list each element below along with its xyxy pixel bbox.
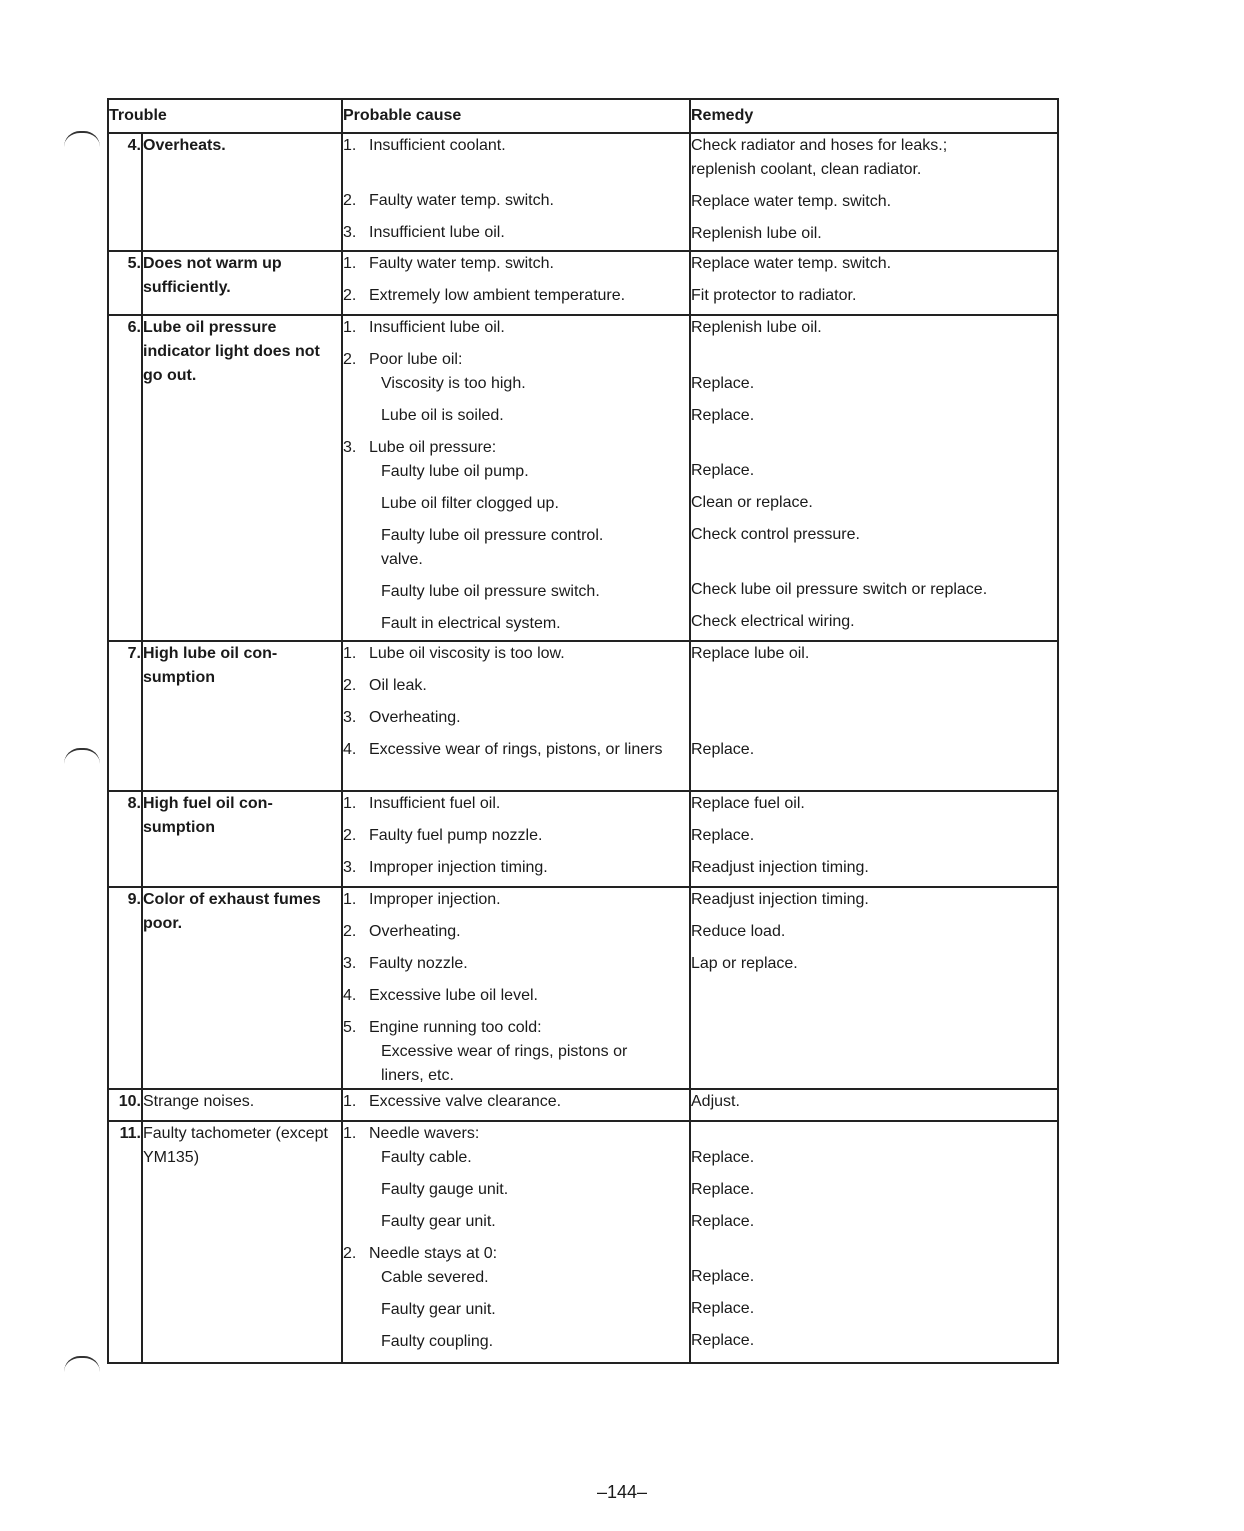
trouble-text: Color of exhaust fumes poor. xyxy=(142,887,342,1089)
cause-text: Needle wavers: xyxy=(369,1125,480,1142)
cause-text: Poor lube oil: xyxy=(369,351,463,368)
cause-text: Overheating. xyxy=(369,709,461,726)
cause-text: Lube oil viscosity is too low. xyxy=(369,645,565,662)
cause-text: Faulty water temp. switch. xyxy=(369,255,554,272)
cause-number: 2. xyxy=(343,287,357,304)
remedy-text: Lap or replace. xyxy=(691,955,798,972)
cause-subitem: Viscosity is too high. xyxy=(381,375,526,392)
remedy-text: Reduce load. xyxy=(691,923,786,940)
table-row xyxy=(108,1089,1058,1121)
cause-subitem: Excessive wear of rings, pistons or liners, etc. xyxy=(381,1043,628,1084)
cause-cell xyxy=(342,791,690,887)
cause-cell xyxy=(342,133,690,251)
cause-cell xyxy=(342,1089,690,1121)
remedy-text: Replenish lube oil. xyxy=(691,319,822,336)
row-number: 5. xyxy=(108,251,142,315)
cause-text: Excessive valve clearance. xyxy=(369,1093,562,1110)
cause-number: 2. xyxy=(343,827,357,844)
cause-text: Insufficient lube oil. xyxy=(369,319,505,336)
remedy-text: Readjust injection timing. xyxy=(691,891,869,908)
cause-number: 2. xyxy=(343,351,357,368)
cause-text: Excessive lube oil level. xyxy=(369,987,538,1004)
troubleshooting-table xyxy=(107,98,1059,1364)
cause-number: 3. xyxy=(343,709,357,726)
remedy-text: Replace. xyxy=(691,1268,755,1285)
cause-subitem: Lube oil is soiled. xyxy=(381,407,504,424)
remedy-text: Replace. xyxy=(691,1213,755,1230)
remedy-text: Replace. xyxy=(691,375,755,392)
cause-number: 4. xyxy=(343,987,357,1004)
cause-subitem: Faulty lube oil pressure control. xyxy=(381,527,604,544)
remedy-text: Replace. xyxy=(691,1300,755,1317)
cause-text: Improper injection. xyxy=(369,891,501,908)
trouble-text: Lube oil pressure indicator light does not go out. xyxy=(142,315,342,641)
cause-number: 1. xyxy=(343,137,357,154)
cause-subitem: Faulty coupling. xyxy=(381,1333,494,1350)
cause-text: Improper injection timing. xyxy=(369,859,548,876)
cause-number: 2. xyxy=(343,192,357,209)
cause-text: Faulty fuel pump nozzle. xyxy=(369,827,543,844)
remedy-text: Replace lube oil. xyxy=(691,645,810,662)
cause-cell xyxy=(342,1121,690,1363)
remedy-cell xyxy=(690,1089,1058,1121)
remedy-text: Check radiator and hoses for leaks.; xyxy=(691,137,948,154)
remedy-text: Check lube oil pressure switch or replace. xyxy=(691,581,988,598)
remedy-text: Fit protector to radiator. xyxy=(691,287,857,304)
table-row xyxy=(108,641,1058,791)
cause-cell xyxy=(342,887,690,1089)
cause-text: Insufficient coolant. xyxy=(369,137,506,154)
cause-number: 1. xyxy=(343,645,357,662)
cause-text: Engine running too cold: xyxy=(369,1019,542,1036)
cause-text: Faulty water temp. switch. xyxy=(369,192,554,209)
remedy-text: Replace. xyxy=(691,407,755,424)
cause-number: 2. xyxy=(343,677,357,694)
remedy-cell xyxy=(690,251,1058,315)
remedy-text: Replace. xyxy=(691,1332,755,1349)
remedy-cell xyxy=(690,133,1058,251)
remedy-cell xyxy=(690,887,1058,1089)
remedy-text: Replace. xyxy=(691,827,755,844)
table-row xyxy=(108,251,1058,315)
cause-text: Excessive wear of rings, pistons, or liners xyxy=(369,741,663,758)
cause-subitem: Faulty lube oil pump. xyxy=(381,463,529,480)
cause-text: Insufficient fuel oil. xyxy=(369,795,501,812)
remedy-cell xyxy=(690,641,1058,791)
cause-number: 3. xyxy=(343,859,357,876)
table-row xyxy=(108,315,1058,641)
remedy-text: Replenish lube oil. xyxy=(691,225,822,242)
remedy-text: Check control pressure. xyxy=(691,526,860,543)
cause-number: 1. xyxy=(343,1093,357,1110)
remedy-cell xyxy=(690,315,1058,641)
row-number: 8. xyxy=(108,791,142,887)
cause-text: Overheating. xyxy=(369,923,461,940)
cause-cell xyxy=(342,315,690,641)
cause-text: Lube oil pressure: xyxy=(369,439,497,456)
remedy-text: Replace. xyxy=(691,1181,755,1198)
cause-subitem: Lube oil filter clogged up. xyxy=(381,495,559,512)
cause-number: 5. xyxy=(343,1019,357,1036)
header-trouble: Trouble xyxy=(108,99,342,133)
remedy-text: Replace. xyxy=(691,741,755,758)
row-number: 7. xyxy=(108,641,142,791)
trouble-text: Does not warm up sufficiently. xyxy=(142,251,342,315)
table-row xyxy=(108,887,1058,1089)
cause-subitem: Faulty gear unit. xyxy=(381,1213,496,1230)
row-number: 4. xyxy=(108,133,142,251)
remedy-text: Readjust injection timing. xyxy=(691,859,869,876)
cause-subitem: Faulty gauge unit. xyxy=(381,1181,509,1198)
remedy-text: Replace water temp. switch. xyxy=(691,255,892,272)
cause-number: 1. xyxy=(343,319,357,336)
trouble-text: High lube oil con- sumption xyxy=(142,641,342,791)
binder-mark xyxy=(64,1356,100,1372)
remedy-text: replenish coolant, clean radiator. xyxy=(691,161,922,178)
table-row xyxy=(108,791,1058,887)
table-header-row xyxy=(108,99,1058,133)
trouble-text: Faulty tachometer (except YM135) xyxy=(142,1121,342,1363)
cause-number: 1. xyxy=(343,1125,357,1142)
cause-number: 4. xyxy=(343,741,357,758)
remedy-text: Replace. xyxy=(691,1149,755,1166)
cause-number: 2. xyxy=(343,923,357,940)
cause-subitem: valve. xyxy=(381,551,423,568)
header-probable-cause: Probable cause xyxy=(342,99,690,133)
cause-number: 1. xyxy=(343,255,357,272)
row-number: 6. xyxy=(108,315,142,641)
cause-text: Faulty nozzle. xyxy=(369,955,468,972)
cause-subitem: Faulty gear unit. xyxy=(381,1301,496,1318)
trouble-text: Strange noises. xyxy=(142,1089,342,1121)
cause-number: 1. xyxy=(343,795,357,812)
row-number: 11. xyxy=(108,1121,142,1363)
cause-subitem: Faulty lube oil pressure switch. xyxy=(381,583,600,600)
cause-cell xyxy=(342,251,690,315)
remedy-text: Adjust. xyxy=(691,1093,740,1110)
cause-text: Insufficient lube oil. xyxy=(369,224,505,241)
cause-number: 3. xyxy=(343,439,357,456)
remedy-text: Check electrical wiring. xyxy=(691,613,855,630)
remedy-cell xyxy=(690,1121,1058,1363)
page-number: –144– xyxy=(596,1482,648,1502)
cause-text: Needle stays at 0: xyxy=(369,1245,498,1262)
cause-subitem: Cable severed. xyxy=(381,1269,489,1286)
table-row xyxy=(108,133,1058,251)
cause-cell xyxy=(342,641,690,791)
binder-mark xyxy=(64,748,100,764)
cause-number: 3. xyxy=(343,224,357,241)
cause-number: 3. xyxy=(343,955,357,972)
cause-number: 2. xyxy=(343,1245,357,1262)
remedy-text: Replace. xyxy=(691,462,755,479)
cause-number: 1. xyxy=(343,891,357,908)
cause-subitem: Faulty cable. xyxy=(381,1149,472,1166)
remedy-text: Replace water temp. switch. xyxy=(691,193,892,210)
cause-text: Extremely low ambient temperature. xyxy=(369,287,626,304)
row-number: 9. xyxy=(108,887,142,1089)
table-row xyxy=(108,1121,1058,1363)
row-number: 10. xyxy=(108,1089,142,1121)
remedy-cell xyxy=(690,791,1058,887)
header-remedy: Remedy xyxy=(690,99,1058,133)
remedy-text: Replace fuel oil. xyxy=(691,795,805,812)
trouble-text: High fuel oil con- sumption xyxy=(142,791,342,887)
cause-text: Oil leak. xyxy=(369,677,427,694)
binder-mark xyxy=(64,131,100,147)
remedy-text: Clean or replace. xyxy=(691,494,813,511)
trouble-text: Overheats. xyxy=(142,133,342,251)
cause-subitem: Fault in electrical system. xyxy=(381,615,561,632)
